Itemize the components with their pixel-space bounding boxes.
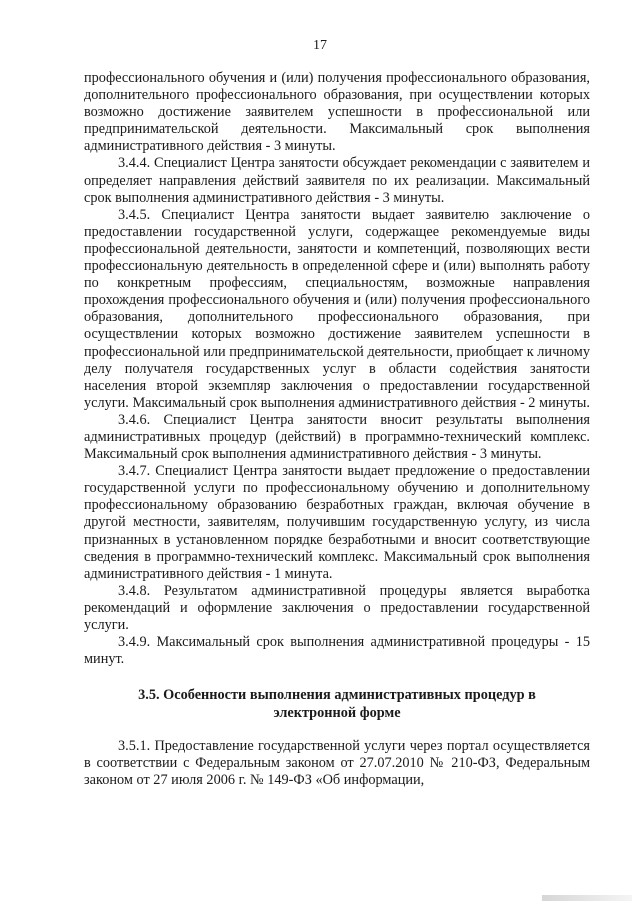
paragraph-3-4-7: 3.4.7. Специалист Центра занятости выдает предложение о предоставлении государственной услуги по профессиональному обучению и дополнительному профессиональному образованию безработных граждан, включая обучение в другой местности, заявителям, получившим государственную услугу, из числа признанных в установленном порядке безработными и вносит соответствующие сведения в программно-технический комплекс. Максимальный срок выполнения административного действия - 1 минута. — [84, 463, 590, 582]
section-heading-3-5: 3.5. Особенности выполнения административных процедур в электронной форме — [138, 687, 536, 722]
paragraph-3-4-6: 3.4.6. Специалист Центра занятости вносит результаты выполнения административных процедур (действий) в программно-технический комплекс. Максимальный срок выполнения административного действия - 3 минуты. — [84, 411, 590, 463]
paragraph-3-4-8: 3.4.8. Результатом административной процедуры является выработка рекомендаций и оформление заключения о предоставлении государственной услуги. — [84, 582, 590, 633]
paragraph-3-5-1: 3.5.1. Предоставление государственной услуги через портал осуществляется в соответствии с Федеральным законом от 27.07.2010 № 210-ФЗ, Федеральным законом от 27 июля 2006 г. № 149-ФЗ «Об информации, — [84, 738, 590, 789]
scan-artifact — [542, 895, 632, 901]
page-number: 17 — [313, 38, 327, 53]
paragraph-3-4-4: 3.4.4. Специалист Центра занятости обсуждает рекомендации с заявителем и определяет направления действий заявителя по их реализации. Максимальный срок выполнения административного действия - 3 минуты. — [84, 155, 590, 206]
document-body — [84, 70, 590, 790]
paragraph-3-4-5: 3.4.5. Специалист Центра занятости выдает заявителю заключение о предоставлении государственной услуги, содержащее рекомендуемые виды профессиональной деятельности, занятости и компетенций, позволяющих вести профессиональную деятельность в определенной сфере и (или) выполнять работу по конкретным профессиям, специальностям, возможные направления прохождения профессионального обучения и (или) получения профессионального образования, дополнительного профессионального образования, при осуществлении которых возможно достижение заявителем успешности в профессиональной или предпринимательской деятельности, приобщает к личному делу получателя государственных услуг в области содействия занятости населения второй экземпляр заключения о предоставлении государственной услуги. Максимальный срок выполнения административного действия - 2 минуты. — [84, 206, 590, 411]
paragraph-3-4-9: 3.4.9. Максимальный срок выполнения административной процедуры - 15 минут. — [84, 634, 590, 668]
paragraph-continuation: профессионального обучения и (или) получения профессионального образования, дополнительного профессионального образования, при осуществлении которых возможно достижение заявителем успешности в профессиональной или предпринимательской деятельности. Максимальный срок выполнения административного действия - 3 минуты. — [84, 70, 590, 155]
